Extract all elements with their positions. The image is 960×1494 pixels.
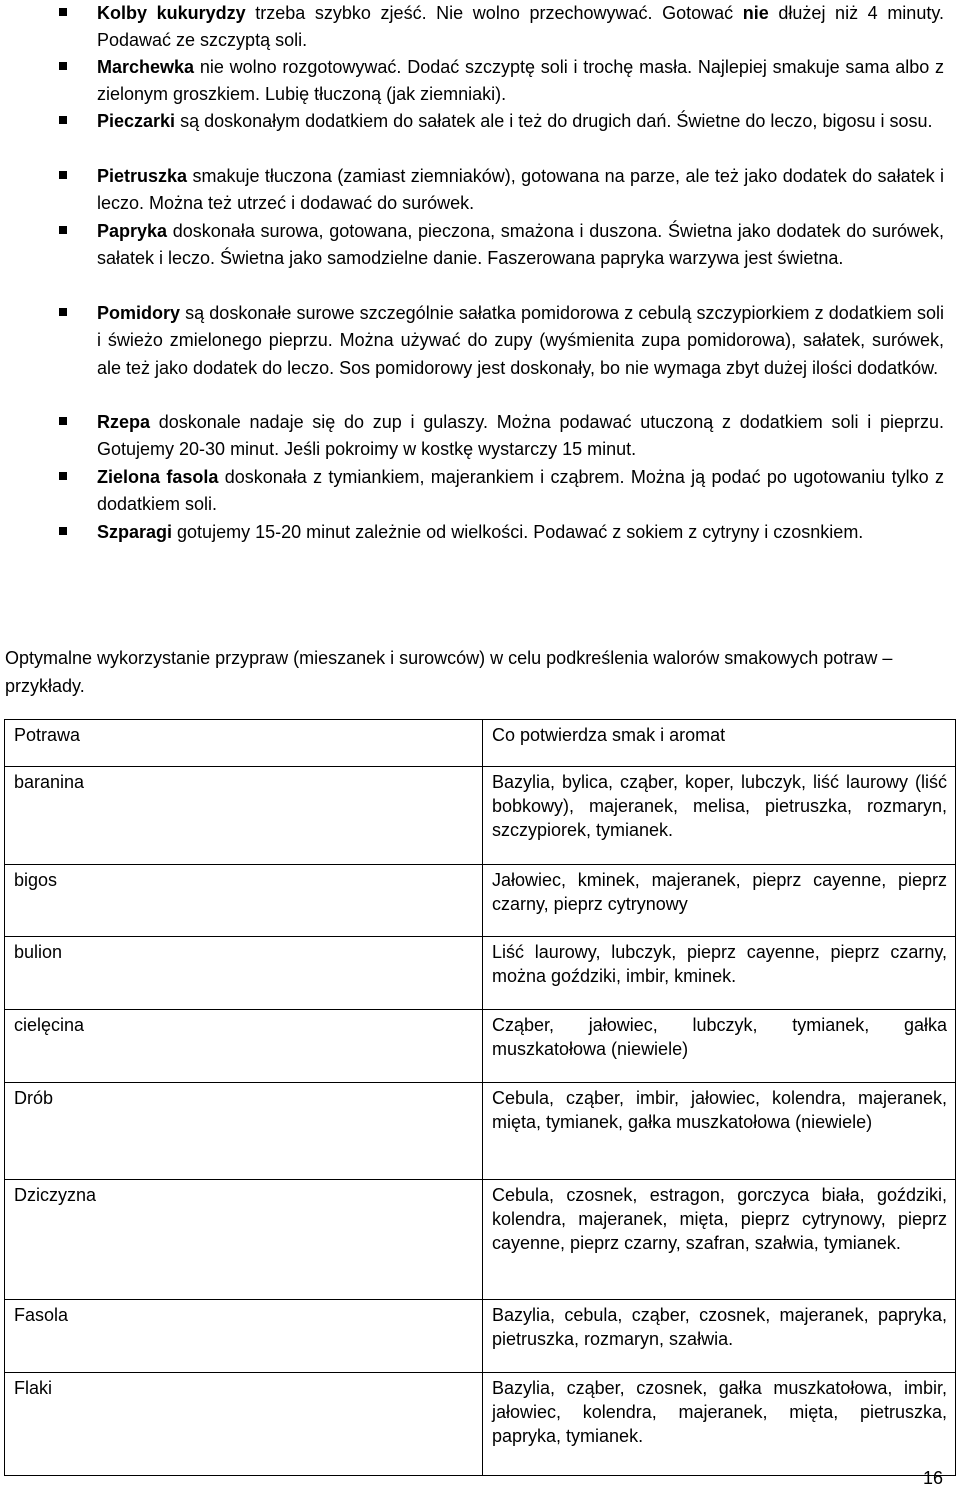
page-number: 16 [922, 1468, 943, 1488]
item-keyword: Marchewka [97, 57, 195, 77]
item-keyword: Zielona fasola [97, 467, 219, 487]
item-keyword: Papryka [97, 221, 168, 241]
list-item [97, 108, 944, 135]
item-text: smakuje tłuczona (zamiast ziemniaków), gotowana na parze, ale też jako dodatek do sałatek i leczo. Można też utrzeć i dodawać do surówek. [97, 166, 944, 214]
item-text: trzeba szybko zjeść. Nie wolno przechowywać. Gotować [245, 3, 743, 23]
spices-cell: Bazylia, cebula, cząber, czosnek, majeranek, papryka, pietruszka, rozmaryn, szałwia. [483, 1300, 956, 1373]
item-keyword: Pietruszka [97, 166, 188, 186]
list-item [97, 300, 944, 382]
item-text: są doskonałe surowe szczególnie sałatka pomidorowa z cebulą szczypiorkiem z dodatkiem soli i świeżo zmielonego pieprzu. Można używać do zupy (wyśmienita zupa pomidorowa), sałatek, surówek, ale też jako dodatek do leczo. Sos pomidorowy jest doskonały, bo nie wymaga zbyt dużej ilości dodatków. [97, 303, 944, 378]
list-item [97, 409, 944, 464]
spices-cell: Bazylia, bylica, cząber, koper, lubczyk, liść laurowy (liść bobkowy), majeranek, melisa, pietruszka, rozmaryn, szczypiorek, tymianek. [483, 767, 956, 865]
spices-cell: Bazylia, cząber, czosnek, gałka muszkatołowa, imbir, jałowiec, kolendra, majeranek, mięta, pietruszka, papryka, tymianek. [483, 1373, 956, 1476]
spices-cell: Jałowiec, kminek, majeranek, pieprz cayenne, pieprz czarny, pieprz cytrynowy [483, 865, 956, 937]
item-text: są doskonałym dodatkiem do sałatek ale i też do drugich dań. Świetne do leczo, bigosu i sosu. [175, 111, 933, 131]
table-row [5, 1083, 956, 1180]
dish-cell: Drób [5, 1083, 483, 1180]
table-header-row [5, 720, 956, 767]
table-row [5, 767, 956, 865]
header-cell-dish: Potrawa [5, 720, 483, 767]
item-keyword: Pomidory [97, 303, 181, 323]
list-item [97, 519, 944, 546]
square-bullet-icon [59, 226, 67, 234]
item-text: gotujemy 15-20 minut zależnie od wielkości. Podawać z sokiem z cytryny i czosnkiem. [172, 522, 864, 542]
dish-cell: bigos [5, 865, 483, 937]
square-bullet-icon [59, 171, 67, 179]
dish-cell: Dziczyzna [5, 1180, 483, 1300]
header-cell-flavor: Co potwierdza smak i aromat [483, 720, 956, 767]
spices-cell: Cebula, czosnek, estragon, gorczyca biała, goździki, kolendra, majeranek, mięta, pieprz cytrynowy, pieprz cayenne, pieprz czarny, szafran, szałwia, tymianek. [483, 1180, 956, 1300]
item-text: nie wolno rozgotowywać. Dodać szczyptę soli i trochę masła. Najlepiej smakuje sama albo z zielonym groszkiem. Lubię tłuczoną (jak ziemniaki). [97, 57, 944, 105]
spice-table [4, 719, 956, 1476]
square-bullet-icon [59, 472, 67, 480]
item-text-continued: dłużej niż 4 minuty. Podawać ze szczyptą soli. [97, 3, 944, 51]
square-bullet-icon [59, 116, 67, 124]
spices-cell: Cząber, jałowiec, lubczyk, tymianek, gałka muszkatołowa (niewiele) [483, 1010, 956, 1083]
item-keyword: Kolby kukurydzy [97, 3, 246, 23]
list-item [97, 163, 944, 218]
table-row [5, 1010, 956, 1083]
item-keyword: Rzepa [97, 412, 151, 432]
square-bullet-icon [59, 308, 67, 316]
spices-cell: Cebula, cząber, imbir, jałowiec, kolendra, majeranek, mięta, tymianek, gałka muszkatołowa (niewiele) [483, 1083, 956, 1180]
list-item [97, 54, 944, 109]
square-bullet-icon [59, 62, 67, 70]
square-bullet-icon [59, 8, 67, 16]
item-text: doskonale nadaje się do zup i gulaszy. Można podawać utuczoną z dodatkiem soli i pieprzu. Gotujemy 20-30 minut. Jeśli pokroimy w kostkę wystarczy 15 minut. [97, 412, 944, 460]
item-text: doskonała surowa, gotowana, pieczona, smażona i duszona. Świetna jako dodatek do surówek, sałatek i leczo. Świetna jako samodzielne danie. Faszerowana papryka warzywa jest świetna. [97, 221, 944, 269]
item-keyword: Pieczarki [97, 111, 176, 131]
table-row [5, 937, 956, 1010]
list-item [97, 0, 944, 55]
dish-cell: Flaki [5, 1373, 483, 1476]
item-keyword-inline: nie [742, 3, 769, 23]
item-text: doskonała z tymiankiem, majerankiem i cząbrem. Można ją podać po ugotowaniu tylko z dodatkiem soli. [97, 467, 944, 515]
dish-cell: cielęcina [5, 1010, 483, 1083]
dish-cell: bulion [5, 937, 483, 1010]
list-item [97, 218, 944, 273]
list-item [97, 464, 944, 519]
dish-cell: Fasola [5, 1300, 483, 1373]
table-row [5, 1180, 956, 1300]
dish-cell: baranina [5, 767, 483, 865]
table-row [5, 1373, 956, 1476]
square-bullet-icon [59, 417, 67, 425]
table-row [5, 1300, 956, 1373]
square-bullet-icon [59, 527, 67, 535]
item-keyword: Szparagi [97, 522, 173, 542]
table-row [5, 865, 956, 937]
spices-cell: Liść laurowy, lubczyk, pieprz cayenne, pieprz czarny, można goździki, imbir, kminek. [483, 937, 956, 1010]
intro-paragraph: Optymalne wykorzystanie przypraw (mieszanek i surowców) w celu podkreślenia walorów smakowych potraw – przykłady. [5, 648, 893, 696]
